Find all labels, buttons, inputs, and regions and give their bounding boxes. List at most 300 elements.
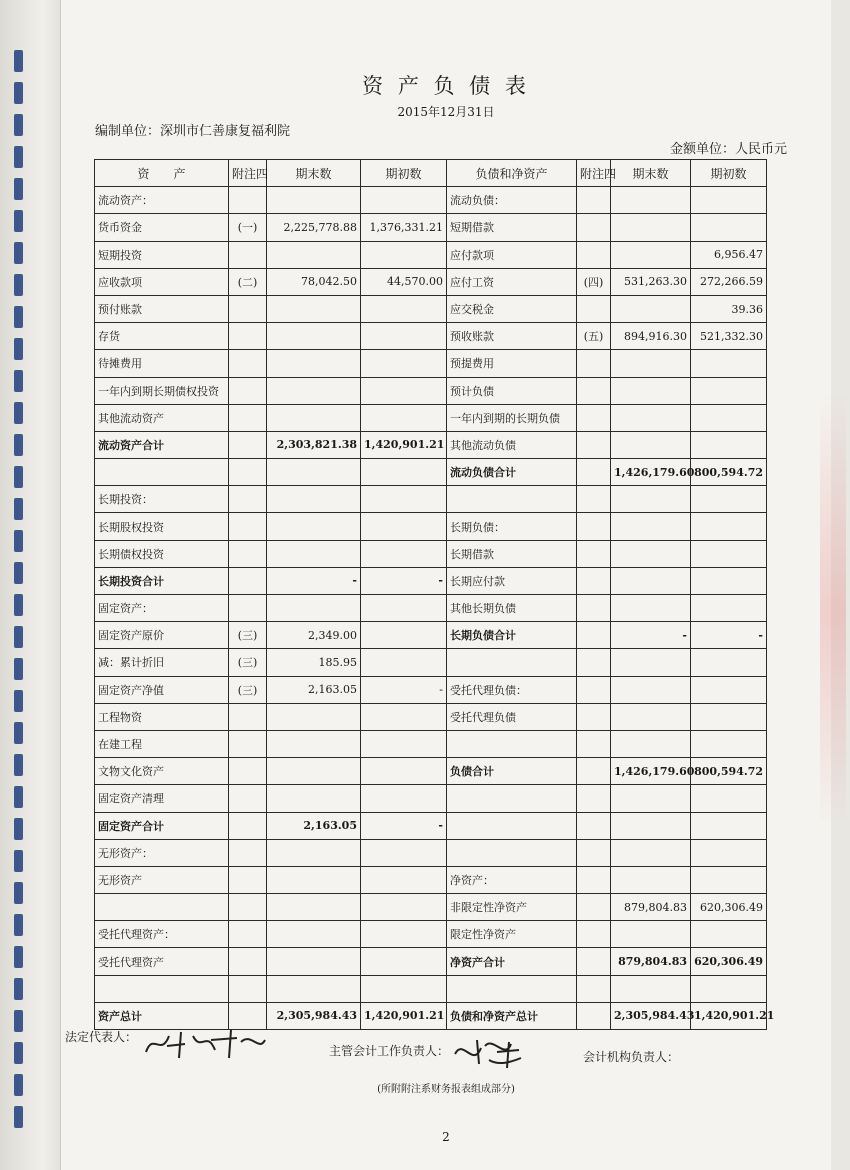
liability-label: 一年内到期的长期负债 <box>447 404 577 431</box>
asset-begin: 1,376,331.21 <box>361 214 447 241</box>
table-row <box>95 894 767 921</box>
liability-note <box>577 921 611 948</box>
asset-begin: 1,420,901.21 <box>361 1002 447 1029</box>
asset-end <box>267 595 361 622</box>
binding-hole <box>14 242 23 264</box>
liability-note <box>577 404 611 431</box>
asset-note <box>229 975 267 1002</box>
asset-begin <box>361 758 447 785</box>
asset-end: - <box>267 567 361 594</box>
asset-end <box>267 785 361 812</box>
asset-note <box>229 540 267 567</box>
asset-note: (三) <box>229 649 267 676</box>
liability-begin: 1,420,901.21 <box>691 1002 767 1029</box>
liability-label <box>447 785 577 812</box>
binding-hole <box>14 146 23 168</box>
liability-begin <box>691 703 767 730</box>
asset-end: 78,042.50 <box>267 268 361 295</box>
table-row <box>95 459 767 486</box>
asset-label: 待摊费用 <box>95 350 229 377</box>
binding-hole <box>14 978 23 1000</box>
asset-note: (一) <box>229 214 267 241</box>
asset-end <box>267 839 361 866</box>
liability-label: 限定性净资产 <box>447 921 577 948</box>
asset-begin <box>361 350 447 377</box>
binding-hole <box>14 50 23 72</box>
liability-end <box>611 486 691 513</box>
asset-note <box>229 431 267 458</box>
liability-begin <box>691 676 767 703</box>
liability-end <box>611 404 691 431</box>
liability-begin: 800,594.72 <box>691 459 767 486</box>
asset-begin: 44,570.00 <box>361 268 447 295</box>
header-asset: 资 产 <box>95 160 229 187</box>
table-row <box>95 730 767 757</box>
binding-hole <box>14 114 23 136</box>
asset-note <box>229 323 267 350</box>
asset-label <box>95 894 229 921</box>
liability-end <box>611 350 691 377</box>
liability-begin: 272,266.59 <box>691 268 767 295</box>
binding-strip <box>0 0 61 1170</box>
asset-label: 短期投资 <box>95 241 229 268</box>
asset-note <box>229 567 267 594</box>
asset-label: 应收款项 <box>95 268 229 295</box>
liability-begin <box>691 187 767 214</box>
asset-end <box>267 323 361 350</box>
asset-note <box>229 703 267 730</box>
liability-begin <box>691 921 767 948</box>
liability-note <box>577 948 611 975</box>
liability-end: 2,305,984.43 <box>611 1002 691 1029</box>
liability-note <box>577 894 611 921</box>
asset-end <box>267 350 361 377</box>
asset-begin <box>361 785 447 812</box>
asset-label: 货币资金 <box>95 214 229 241</box>
report-date: 2015年12月31日 <box>397 105 495 119</box>
asset-begin <box>361 948 447 975</box>
binding-hole <box>14 690 23 712</box>
liability-begin <box>691 567 767 594</box>
asset-begin <box>361 703 447 730</box>
asset-end <box>267 975 361 1002</box>
asset-label: 受托代理资产： <box>95 921 229 948</box>
asset-begin <box>361 459 447 486</box>
liability-note <box>577 1002 611 1029</box>
liability-label: 长期借款 <box>447 540 577 567</box>
asset-note <box>229 350 267 377</box>
asset-label: 文物文化资产 <box>95 758 229 785</box>
liability-end <box>611 730 691 757</box>
liability-begin <box>691 812 767 839</box>
asset-end <box>267 241 361 268</box>
liability-end <box>611 567 691 594</box>
liability-label: 长期应付款 <box>447 567 577 594</box>
liability-label: 预收账款 <box>447 323 577 350</box>
asset-end <box>267 377 361 404</box>
table-row <box>95 758 767 785</box>
asset-end <box>267 486 361 513</box>
header-begin-right: 期初数 <box>691 160 767 187</box>
liability-label: 负债和净资产总计 <box>447 1002 577 1029</box>
asset-end <box>267 894 361 921</box>
asset-note <box>229 758 267 785</box>
asset-end <box>267 921 361 948</box>
table-row <box>95 703 767 730</box>
asset-end: 2,225,778.88 <box>267 214 361 241</box>
asset-note <box>229 486 267 513</box>
liability-begin <box>691 404 767 431</box>
binding-hole <box>14 818 23 840</box>
liability-note <box>577 350 611 377</box>
liability-begin <box>691 214 767 241</box>
binding-hole <box>14 626 23 648</box>
asset-label: 一年内到期长期债权投资 <box>95 377 229 404</box>
liability-label: 流动负债： <box>447 187 577 214</box>
asset-begin <box>361 404 447 431</box>
asset-label: 固定资产： <box>95 595 229 622</box>
liability-label: 应付工资 <box>447 268 577 295</box>
asset-label: 固定资产原价 <box>95 622 229 649</box>
binding-hole <box>14 1106 23 1128</box>
liability-begin <box>691 785 767 812</box>
asset-note: (三) <box>229 622 267 649</box>
asset-note <box>229 187 267 214</box>
liability-end <box>611 676 691 703</box>
asset-begin <box>361 622 447 649</box>
liability-note <box>577 187 611 214</box>
asset-note <box>229 894 267 921</box>
asset-begin <box>361 894 447 921</box>
table-row <box>95 866 767 893</box>
liability-note: (四) <box>577 268 611 295</box>
table-row <box>95 295 767 322</box>
asset-begin <box>361 295 447 322</box>
asset-label: 无形资产： <box>95 839 229 866</box>
binding-hole <box>14 754 23 776</box>
asset-begin <box>361 649 447 676</box>
liability-end: 894,916.30 <box>611 323 691 350</box>
liability-end <box>611 295 691 322</box>
liability-begin: 39.36 <box>691 295 767 322</box>
preparing-unit: 编制单位：深圳市仁善康复福利院 <box>95 124 291 139</box>
liability-begin <box>691 377 767 404</box>
legal-representative-label: 法定代表人： <box>65 1030 138 1044</box>
liability-label <box>447 839 577 866</box>
liability-end <box>611 839 691 866</box>
liability-note: (五) <box>577 323 611 350</box>
liability-begin: 620,306.49 <box>691 894 767 921</box>
asset-end: 2,349.00 <box>267 622 361 649</box>
liability-end <box>611 431 691 458</box>
liability-label: 长期负债： <box>447 513 577 540</box>
table-row <box>95 649 767 676</box>
liability-end: 531,263.30 <box>611 268 691 295</box>
table-row <box>95 513 767 540</box>
table-row <box>95 595 767 622</box>
asset-begin <box>361 187 447 214</box>
binding-hole <box>14 1010 23 1032</box>
table-row <box>95 404 767 431</box>
liability-note <box>577 595 611 622</box>
liability-label: 负债合计 <box>447 758 577 785</box>
asset-begin <box>361 866 447 893</box>
asset-label: 无形资产 <box>95 866 229 893</box>
asset-begin <box>361 540 447 567</box>
balance-sheet-table <box>94 159 775 1030</box>
liability-label: 净资产合计 <box>447 948 577 975</box>
liability-note <box>577 241 611 268</box>
asset-end <box>267 459 361 486</box>
liability-note <box>577 866 611 893</box>
asset-label: 工程物资 <box>95 703 229 730</box>
binding-hole <box>14 1042 23 1064</box>
table-row <box>95 948 767 975</box>
asset-begin <box>361 377 447 404</box>
liability-label: 非限定性净资产 <box>447 894 577 921</box>
liability-end <box>611 377 691 404</box>
table-row <box>95 377 767 404</box>
binding-hole <box>14 370 23 392</box>
binding-hole <box>14 658 23 680</box>
liability-label: 流动负债合计 <box>447 459 577 486</box>
binding-hole <box>14 914 23 936</box>
liability-label: 受托代理负债 <box>447 703 577 730</box>
liability-end: - <box>611 622 691 649</box>
table-row <box>95 214 767 241</box>
legal-representative-signature <box>141 1022 271 1062</box>
asset-begin <box>361 975 447 1002</box>
asset-note <box>229 730 267 757</box>
asset-begin <box>361 595 447 622</box>
asset-label <box>95 459 229 486</box>
liability-note <box>577 567 611 594</box>
asset-begin: - <box>361 567 447 594</box>
liability-begin: 6,956.47 <box>691 241 767 268</box>
asset-end <box>267 866 361 893</box>
liability-label: 短期借款 <box>447 214 577 241</box>
asset-note <box>229 948 267 975</box>
liability-begin <box>691 540 767 567</box>
asset-label: 受托代理资产 <box>95 948 229 975</box>
asset-begin <box>361 513 447 540</box>
liability-end <box>611 595 691 622</box>
liability-note <box>577 703 611 730</box>
asset-begin: 1,420,901.21 <box>361 431 447 458</box>
binding-hole <box>14 530 23 552</box>
asset-label: 固定资产净值 <box>95 676 229 703</box>
table-row <box>95 567 767 594</box>
document-page <box>60 0 831 1170</box>
liability-label: 应交税金 <box>447 295 577 322</box>
liability-note <box>577 513 611 540</box>
liability-end <box>611 241 691 268</box>
asset-label: 固定资产清理 <box>95 785 229 812</box>
table-row <box>95 268 767 295</box>
binding-hole <box>14 498 23 520</box>
asset-begin: - <box>361 812 447 839</box>
liability-note <box>577 377 611 404</box>
table-row <box>95 241 767 268</box>
asset-label: 流动资产合计 <box>95 431 229 458</box>
header-end-right: 期末数 <box>611 160 691 187</box>
liability-label: 应付款项 <box>447 241 577 268</box>
asset-end <box>267 404 361 431</box>
asset-end <box>267 187 361 214</box>
asset-begin <box>361 486 447 513</box>
liability-end: 1,426,179.60 <box>611 758 691 785</box>
asset-label: 长期股权投资 <box>95 513 229 540</box>
liability-note <box>577 676 611 703</box>
asset-begin <box>361 323 447 350</box>
liability-label: 受托代理负债： <box>447 676 577 703</box>
liability-label <box>447 812 577 839</box>
accounting-dept-label: 会计机构负责人： <box>583 1050 680 1064</box>
binding-hole <box>14 82 23 104</box>
asset-note <box>229 785 267 812</box>
liability-label: 预计负债 <box>447 377 577 404</box>
asset-end <box>267 948 361 975</box>
liability-end: 1,426,179.60 <box>611 459 691 486</box>
liability-begin <box>691 595 767 622</box>
asset-label: 减：累计折旧 <box>95 649 229 676</box>
asset-begin <box>361 921 447 948</box>
binding-hole <box>14 402 23 424</box>
liability-end <box>611 921 691 948</box>
liability-end <box>611 649 691 676</box>
liability-note <box>577 214 611 241</box>
asset-label <box>95 975 229 1002</box>
table-row <box>95 812 767 839</box>
liability-label <box>447 730 577 757</box>
table-row <box>95 187 767 214</box>
asset-label: 固定资产合计 <box>95 812 229 839</box>
accounting-head-label: 主管会计工作负责人： <box>329 1044 450 1058</box>
asset-note <box>229 513 267 540</box>
asset-end <box>267 540 361 567</box>
asset-label: 存货 <box>95 323 229 350</box>
binding-hole <box>14 274 23 296</box>
asset-note <box>229 404 267 431</box>
asset-note <box>229 866 267 893</box>
binding-hole <box>14 178 23 200</box>
liability-begin <box>691 839 767 866</box>
liability-note <box>577 431 611 458</box>
asset-label: 长期投资： <box>95 486 229 513</box>
liability-label: 其他流动负债 <box>447 431 577 458</box>
page-number: 2 <box>442 1130 450 1144</box>
liability-end: 879,804.83 <box>611 894 691 921</box>
asset-note <box>229 839 267 866</box>
binding-hole <box>14 210 23 232</box>
table-row <box>95 431 767 458</box>
liability-begin <box>691 513 767 540</box>
liability-end <box>611 214 691 241</box>
liability-end <box>611 513 691 540</box>
asset-note <box>229 377 267 404</box>
liability-end: 879,804.83 <box>611 948 691 975</box>
liability-note <box>577 758 611 785</box>
liability-note <box>577 730 611 757</box>
page-title: 资 产 负 债 表 <box>362 74 530 98</box>
liability-begin <box>691 431 767 458</box>
liability-label: 其他长期负债 <box>447 595 577 622</box>
table-row <box>95 622 767 649</box>
asset-label: 长期债权投资 <box>95 540 229 567</box>
asset-begin <box>361 730 447 757</box>
liability-begin <box>691 866 767 893</box>
accounting-head-signature <box>449 1030 529 1072</box>
liability-note <box>577 459 611 486</box>
liability-end <box>611 975 691 1002</box>
asset-end: 2,305,984.43 <box>267 1002 361 1029</box>
liability-end <box>611 785 691 812</box>
asset-end: 2,163.05 <box>267 676 361 703</box>
liability-label <box>447 486 577 513</box>
binding-hole <box>14 562 23 584</box>
table-row <box>95 540 767 567</box>
liability-label: 预提费用 <box>447 350 577 377</box>
asset-label: 其他流动资产 <box>95 404 229 431</box>
binding-hole <box>14 882 23 904</box>
liability-begin: - <box>691 622 767 649</box>
asset-label: 在建工程 <box>95 730 229 757</box>
liability-label: 净资产： <box>447 866 577 893</box>
liability-note <box>577 839 611 866</box>
asset-end <box>267 758 361 785</box>
liability-begin <box>691 975 767 1002</box>
binding-hole <box>14 722 23 744</box>
header-note-right: 附注四 <box>577 160 611 187</box>
liability-note <box>577 295 611 322</box>
red-stamp-edge <box>820 300 846 820</box>
liability-note <box>577 975 611 1002</box>
asset-label: 流动资产： <box>95 187 229 214</box>
footnote: (所附附注系财务报表组成部分) <box>377 1084 515 1095</box>
liability-label <box>447 975 577 1002</box>
asset-note <box>229 595 267 622</box>
asset-end: 2,163.05 <box>267 812 361 839</box>
asset-end <box>267 295 361 322</box>
liability-begin: 800,594.72 <box>691 758 767 785</box>
table-row <box>95 839 767 866</box>
asset-note <box>229 921 267 948</box>
table-row <box>95 921 767 948</box>
liability-begin <box>691 730 767 757</box>
liability-end <box>611 703 691 730</box>
asset-begin <box>361 241 447 268</box>
liability-end <box>611 812 691 839</box>
asset-label: 预付账款 <box>95 295 229 322</box>
header-note-left: 附注四 <box>229 160 267 187</box>
liability-label: 长期负债合计 <box>447 622 577 649</box>
currency-unit: 金额单位：人民币元 <box>669 142 787 157</box>
liability-begin <box>691 486 767 513</box>
liability-begin: 521,332.30 <box>691 323 767 350</box>
binding-hole <box>14 434 23 456</box>
binding-hole <box>14 306 23 328</box>
binding-hole <box>14 466 23 488</box>
asset-note <box>229 241 267 268</box>
table-header-row <box>95 160 767 187</box>
binding-hole <box>14 594 23 616</box>
asset-end: 185.95 <box>267 649 361 676</box>
asset-note <box>229 459 267 486</box>
liability-note <box>577 812 611 839</box>
liability-note <box>577 649 611 676</box>
asset-note: (二) <box>229 268 267 295</box>
header-begin-left: 期初数 <box>361 160 447 187</box>
